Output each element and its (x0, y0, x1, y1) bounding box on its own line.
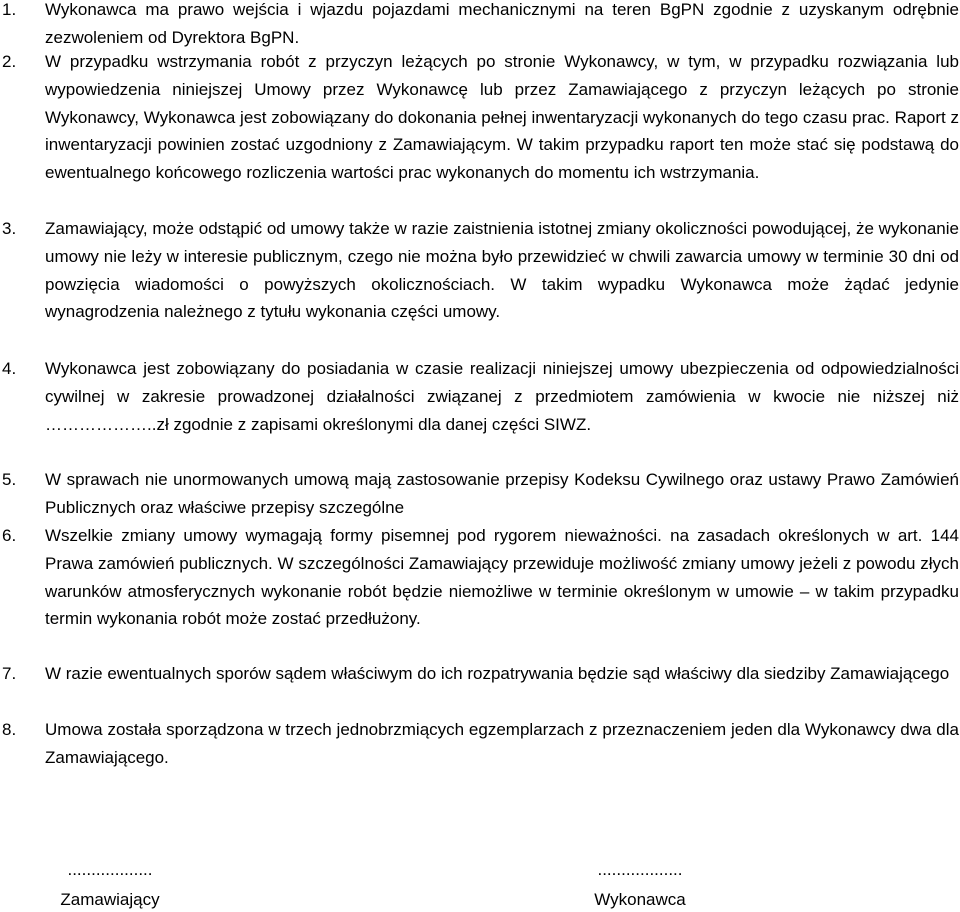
signature-line: .................. (597, 860, 683, 879)
signature-block-wykonawca (565, 858, 715, 912)
clause-text: Umowa została sporządzona w trzech jednobrzmiących egzemplarzach z przeznaczeniem jeden dla Wykonawcy dwa dla Zamawiającego. (45, 720, 959, 767)
signature-block-zamawiajacy (40, 858, 180, 912)
clause-text: Zamawiający, może odstąpić od umowy także w razie zaistnienia istotnej zmiany okoliczności powodującej, że wykonanie umowy nie leży w interesie publicznym, czego nie można było przewidzieć w chwili zawarcia umowy w terminie 30 dni od powzięcia wiadomości o powyższych okolicznościach. W takim wypadku Wykonawca może żądać jedynie wynagrodzenia należnego z tytułu wykonania części umowy. (45, 219, 959, 322)
clause-number: 8. (2, 720, 17, 739)
signature-line: .................. (67, 860, 153, 879)
clause-number: 3. (2, 219, 17, 238)
clause-text: Wykonawca jest zobowiązany do posiadania w czasie realizacji niniejszej umowy ubezpieczenia od odpowiedzialności cywilnej w zakresie prowadzonej działalności związanej z przedmiotem zamówienia w kwocie nie niższej niż ………………..zł zgodnie z zapisami określonymi dla danej części SIWZ. (45, 359, 959, 434)
clause-number: 5. (2, 470, 17, 489)
signature-role: Zamawiający (60, 890, 160, 909)
clause-number: 1. (2, 0, 17, 19)
clause-number: 2. (2, 52, 17, 71)
signature-role: Wykonawca (594, 890, 686, 909)
clause-number: 7. (2, 664, 17, 683)
clause-text: Wszelkie zmiany umowy wymagają formy pisemnej pod rygorem nieważności. na zasadach określonych w art. 144 Prawa zamówień publicznych. W szczególności Zamawiający przewiduje możliwość zmiany umowy jeżeli z powodu złych warunków atmosferycznych wykonanie robót będzie niemożliwe w terminie określonym w umowie – w takim przypadku termin wykonania robót może zostać przedłużony. (45, 526, 959, 629)
clause-number: 4. (2, 359, 17, 378)
clause-text: Wykonawca ma prawo wejścia i wjazdu pojazdami mechanicznymi na teren BgPN zgodnie z uzyskanym odrębnie zezwoleniem od Dyrektora BgPN. (45, 0, 959, 47)
clause-number: 6. (2, 526, 17, 545)
clause-text: W przypadku wstrzymania robót z przyczyn leżących po stronie Wykonawcy, w tym, w przypadku rozwiązania lub wypowiedzenia niniejszej Umowy przez Wykonawcę lub przez Zamawiającego z przyczyn leżących po stronie Wykonawcy, Wykonawca jest zobowiązany do dokonania pełnej inwentaryzacji wykonanych do tego czasu prac. Raport z inwentaryzacji powinien zostać uzgodniony z Zamawiającym. W takim przypadku raport ten może stać się podstawą do ewentualnego końcowego rozliczenia wartości prac wykonanych do momentu ich wstrzymania. (45, 52, 959, 183)
clause-text: W razie ewentualnych sporów sądem właściwym do ich rozpatrywania będzie sąd właściwy dla siedziby Zamawiającego (45, 664, 950, 683)
clause-text: W sprawach nie unormowanych umową mają zastosowanie przepisy Kodeksu Cywilnego oraz ustawy Prawo Zamówień Publicznych oraz właściwe przepisy szczególne (45, 470, 959, 517)
